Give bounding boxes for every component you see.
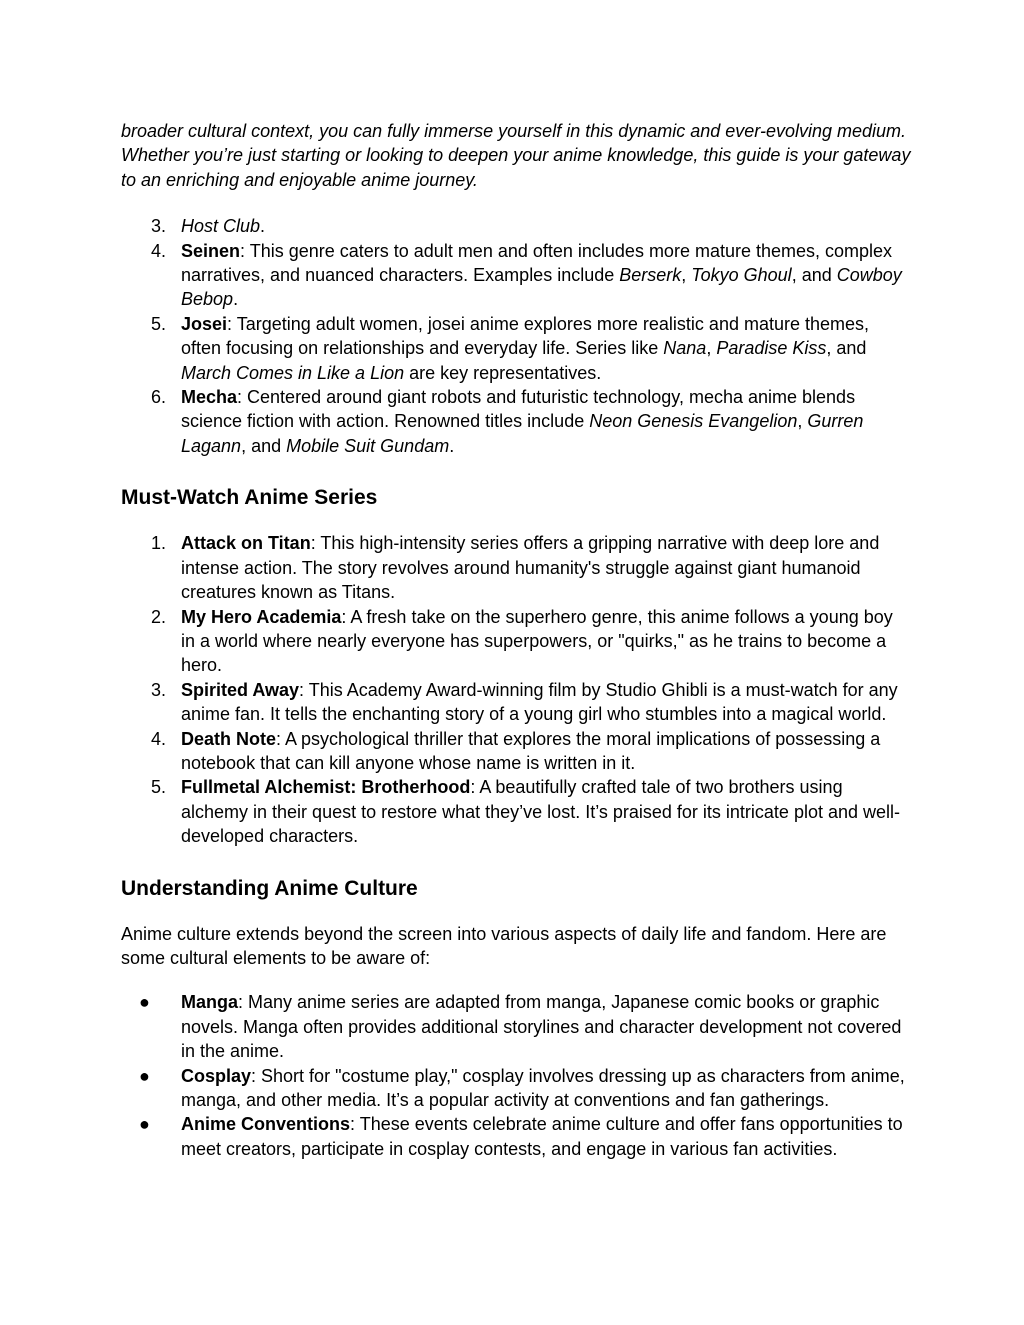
item-text: .: [449, 435, 455, 456]
section-heading-must-watch: Must-Watch Anime Series: [121, 486, 378, 510]
bullet-marker: ●: [139, 1065, 150, 1086]
list-number: 5.: [151, 777, 167, 798]
intro-paragraph: broader cultural context, you can fully immerse yourself in this dynamic and ever-evolving medium. Whether you’re just starting or looking to deepen your anime knowledge, this guide is your gateway to an enriching and enjoyable anime journey.: [121, 121, 911, 190]
list-number: 3.: [151, 216, 167, 237]
item-title: Cosplay: [181, 1065, 252, 1086]
item-text: : Targeting adult women, josei anime explores more realistic and mature themes, often focusing on relationships and everyday life. Series like: [181, 313, 870, 359]
item-text: .: [233, 289, 239, 310]
italic-title: Neon Genesis Evangelion: [589, 411, 798, 432]
item-title: Manga: [181, 992, 239, 1013]
list-item: [121, 385, 911, 458]
italic-title: Cowboy Bebop: [181, 265, 902, 310]
item-text: ,: [681, 265, 692, 286]
list-item: [121, 239, 911, 312]
item-text: : Many anime series are adapted from manga, Japanese comic books or graphic novels. Manga often provides additional storylines and character development not covered in the anime.: [181, 992, 902, 1062]
list-item: [121, 775, 911, 848]
item-text: : These events celebrate anime culture and offer fans opportunities to meet creators, participate in cosplay contests, and engage in various fan activities.: [181, 1114, 903, 1159]
genre-list: [121, 214, 911, 458]
bullet-marker: ●: [139, 1114, 150, 1135]
list-number: 6.: [151, 387, 167, 408]
list-item: [121, 214, 911, 238]
list-item: [121, 531, 911, 604]
list-item: [121, 312, 911, 385]
italic-title: Host Club: [181, 216, 261, 237]
item-text: : This Academy Award-winning film by Studio Ghibli is a must-watch for any anime fan. It tells the enchanting story of a young girl who stumbles into a magical world.: [181, 679, 898, 725]
list-item: [121, 727, 911, 776]
item-text: : This high-intensity series offers a gripping narrative with deep lore and intense action. The story revolves around humanity's struggle against giant humanoid creatures known as Titans.: [181, 533, 880, 603]
list-number: 3.: [151, 679, 167, 700]
item-text: : Short for "costume play," cosplay involves dressing up as characters from anime, manga, and other media. It’s a popular activity at conventions and fan gatherings.: [181, 1065, 905, 1110]
item-text: : A beautifully crafted tale of two brothers using alchemy in their quest to restore what they’ve lost. It’s praised for its intricate plot and well-developed characters.: [181, 777, 900, 847]
italic-title: Gurren Lagann: [181, 411, 864, 456]
item-title: Josei: [181, 313, 228, 334]
item-title: Fullmetal Alchemist: Brotherhood: [181, 777, 471, 798]
item-title: Seinen: [181, 240, 241, 261]
item-title: My Hero Academia: [181, 606, 342, 627]
item-text: : A fresh take on the superhero genre, this anime follows a young boy in a world where nearly everyone has superpowers, or "quirks," as he trains to become a hero.: [181, 606, 893, 676]
item-text: ,: [797, 411, 808, 432]
italic-title: Mobile Suit Gundam: [286, 435, 450, 456]
italic-title: Paradise Kiss: [716, 338, 827, 359]
bullet-marker: ●: [139, 992, 150, 1013]
item-text: are key representatives.: [404, 362, 602, 383]
item-title: Death Note: [181, 728, 277, 749]
section-heading-culture: Understanding Anime Culture: [121, 876, 418, 900]
italic-title: March Comes in Like a Lion: [181, 362, 405, 383]
item-text: : A psychological thriller that explores the moral implications of possessing a notebook that can kill anyone whose name is written in it.: [181, 728, 881, 773]
item-text: , and: [241, 435, 287, 456]
item-title: Anime Conventions: [181, 1114, 351, 1135]
culture-paragraph: Anime culture extends beyond the screen into various aspects of daily life and fandom. Here are some cultural elements to be aware of:: [121, 923, 887, 968]
list-number: 4.: [151, 240, 167, 261]
list-number: 2.: [151, 606, 167, 627]
item-text: : Centered around giant robots and futuristic technology, mecha anime blends science fiction with action. Renowned titles include: [181, 387, 856, 432]
list-number: 4.: [151, 728, 167, 749]
italic-title: Tokyo Ghoul: [691, 265, 792, 286]
list-number: 1.: [151, 533, 167, 554]
list-item: [121, 678, 911, 727]
item-text: : This genre caters to adult men and often includes more mature themes, complex narratives, and nuanced characters. Examples include: [181, 240, 893, 286]
item-title: Attack on Titan: [181, 533, 311, 554]
italic-title: Nana: [663, 338, 707, 359]
must-watch-list: [121, 531, 911, 848]
item-text: ,: [706, 338, 717, 359]
item-text: , and: [791, 265, 837, 286]
italic-title: Berserk: [619, 265, 682, 286]
list-item: [121, 605, 911, 678]
item-title: Mecha: [181, 387, 238, 408]
item-text: .: [260, 216, 266, 237]
list-item: [121, 1064, 911, 1113]
document-body: [121, 119, 911, 1161]
culture-list: [121, 990, 911, 1161]
list-item: [121, 1112, 911, 1161]
list-item: [121, 990, 911, 1063]
item-text: , and: [826, 338, 867, 359]
item-title: Spirited Away: [181, 679, 300, 700]
list-number: 5.: [151, 313, 167, 334]
